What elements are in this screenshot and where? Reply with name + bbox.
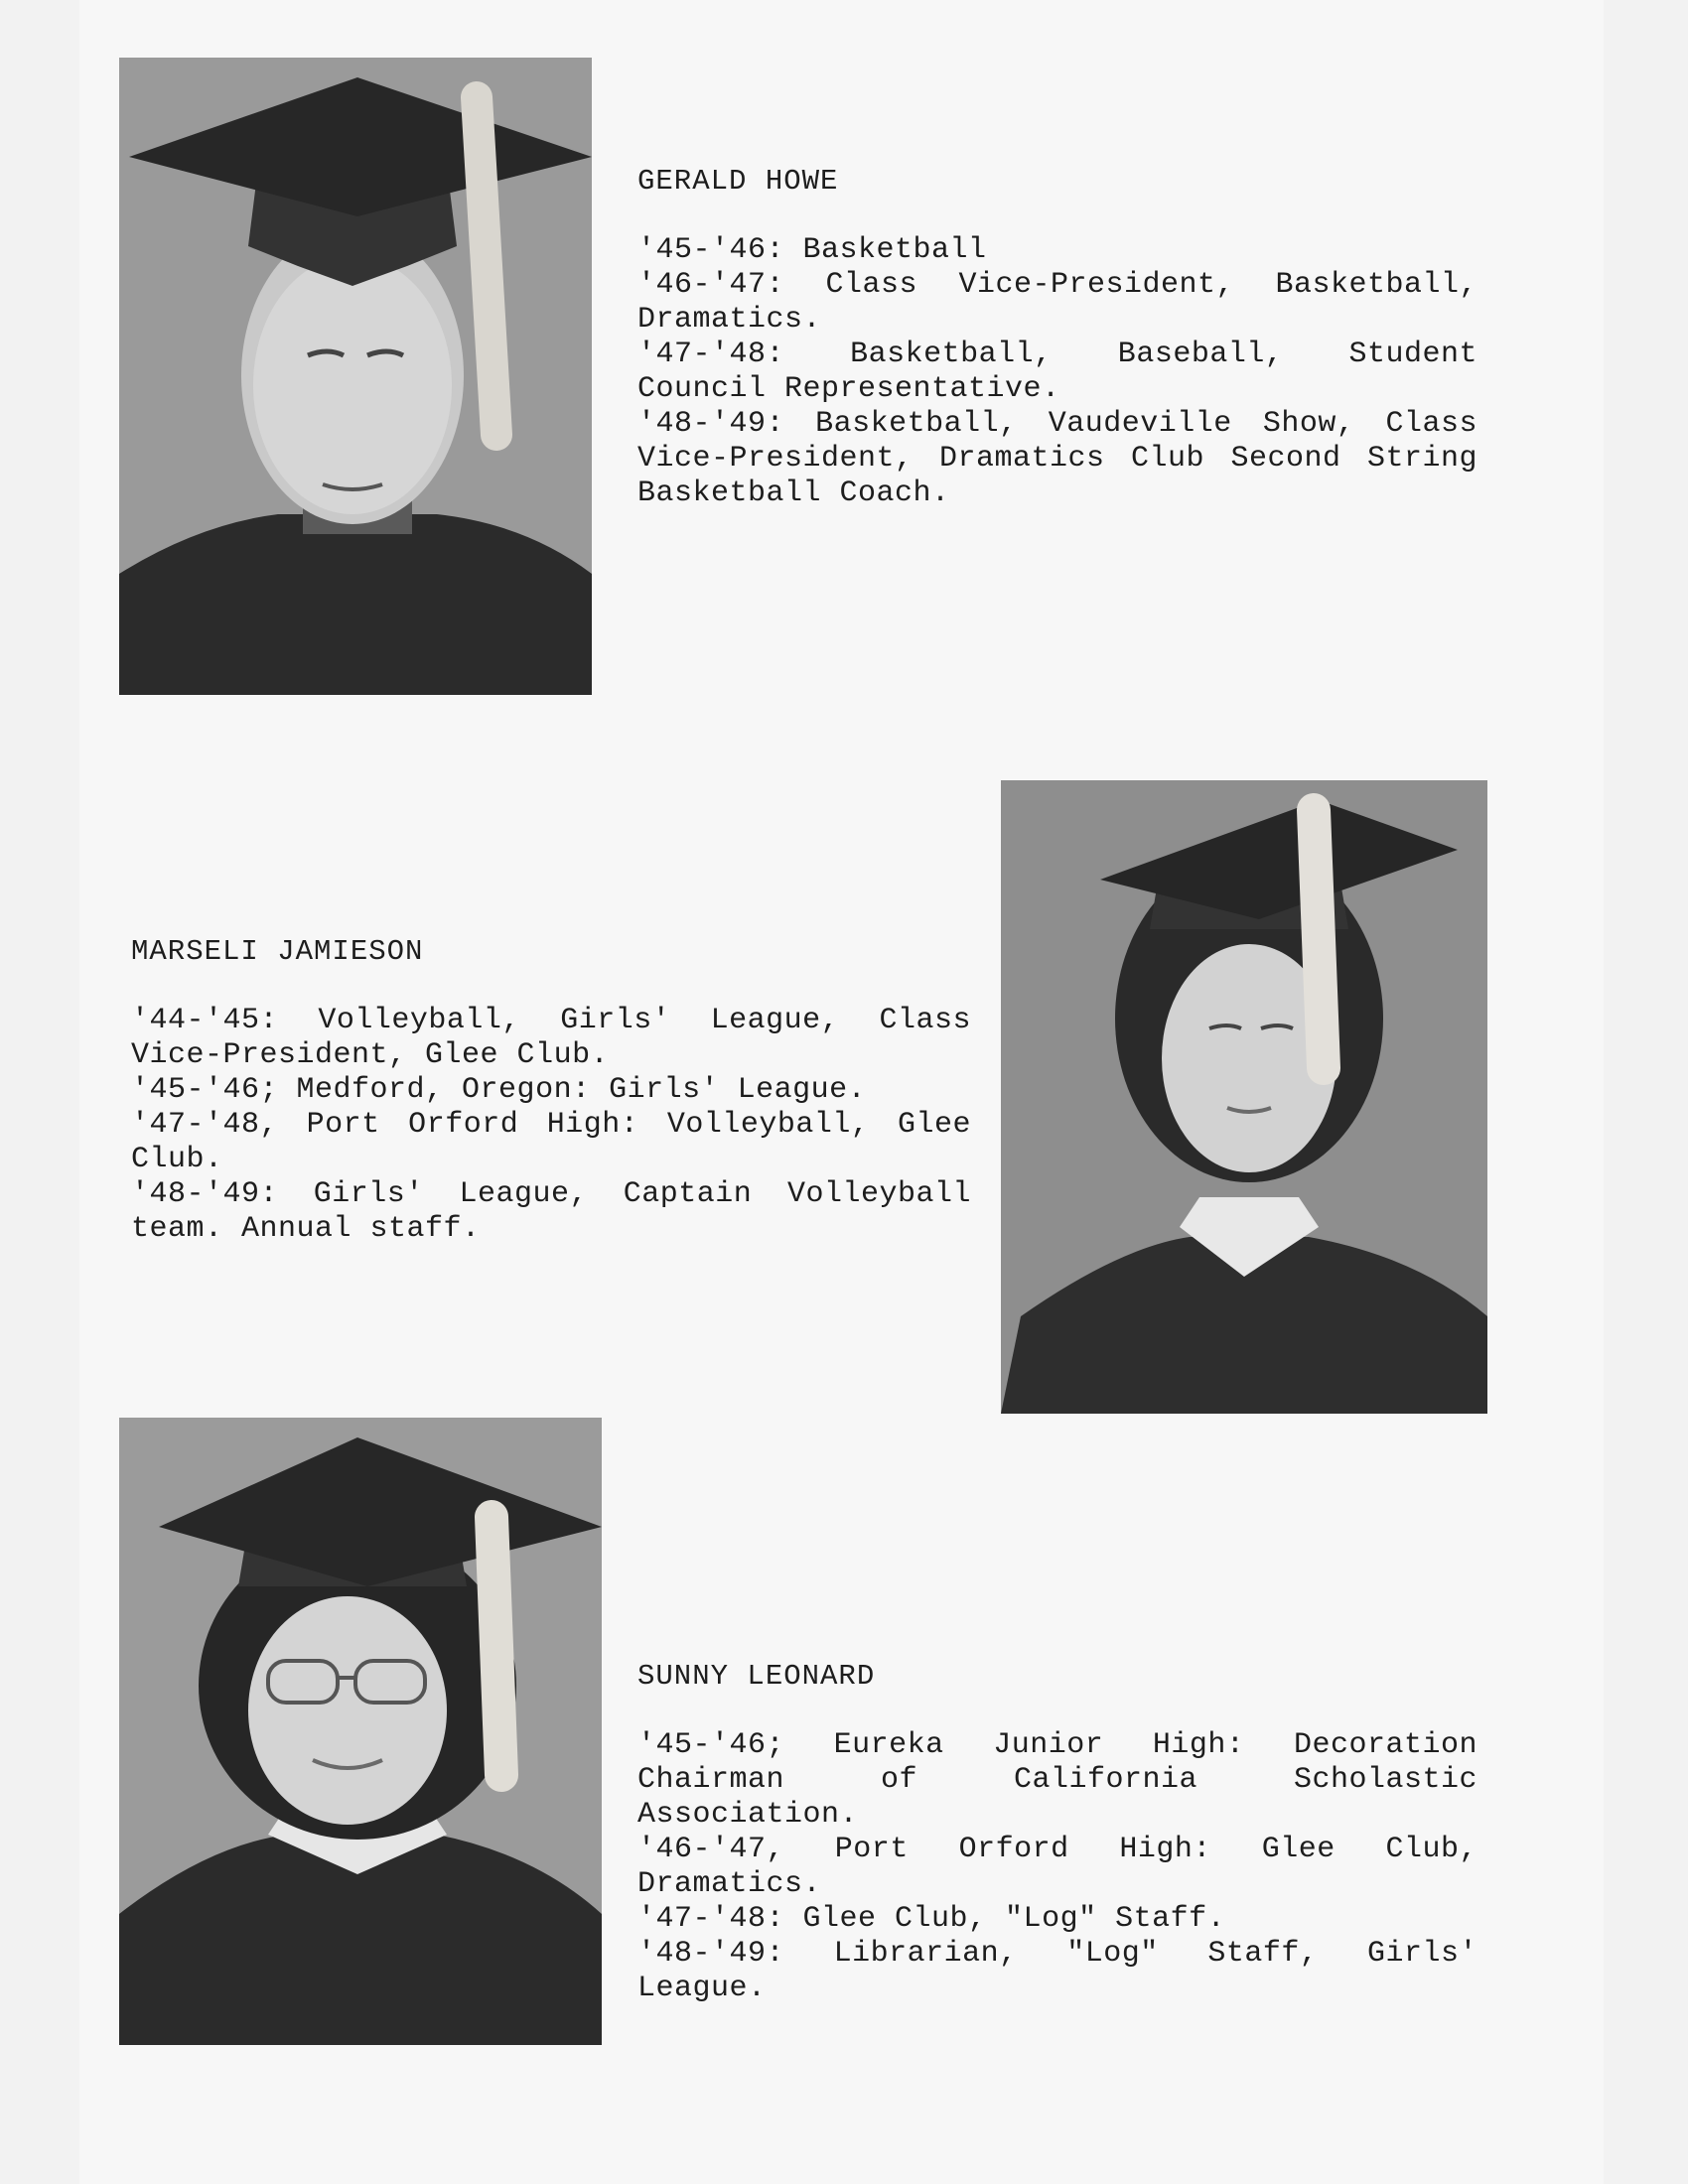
student-bio-marseli-jamieson (131, 935, 971, 1247)
activity-entry: '47-'48: Basketball, Baseball, Student Council Representative. (637, 338, 1477, 406)
tassel-icon (477, 97, 496, 435)
tassel-icon (1314, 810, 1324, 1068)
student-name: SUNNY LEONARD (637, 1660, 876, 1693)
activity-entry: '46-'47: Class Vice-President, Basketball, Dramatics. (637, 268, 1477, 337)
student-bio-gerald-howe (637, 165, 1477, 511)
activity-entry: '46-'47, Port Orford High: Glee Club, Dramatics. (637, 1833, 1477, 1901)
activity-entry: '44-'45: Volleyball, Girls' League, Class Vice-President, Glee Club. (131, 1004, 971, 1072)
activity-entry: '45-'46; Eureka Junior High: Decoration Chairman of California Scholastic Association. (637, 1728, 1477, 1832)
student-bio-sunny-leonard (637, 1660, 1477, 2006)
yearbook-page (79, 0, 1604, 2184)
activity-entry: '47-'48: Glee Club, "Log" Staff. (637, 1902, 1226, 1936)
activity-entry: '45-'46; Medford, Oregon: Girls' League. (131, 1073, 867, 1107)
student-photo-marseli-jamieson (1001, 780, 1487, 1414)
student-photo-sunny-leonard (119, 1418, 602, 2045)
student-name: GERALD HOWE (637, 165, 839, 198)
activity-entry: '47-'48, Port Orford High: Volleyball, Glee Club. (131, 1108, 971, 1176)
student-name: MARSELI JAMIESON (131, 935, 424, 968)
activity-entry: '48-'49: Girls' League, Captain Volleyball team. Annual staff. (131, 1177, 971, 1246)
activity-entry: '48-'49: Basketball, Vaudeville Show, Class Vice-President, Dramatics Club Second String Basketball Coach. (637, 407, 1477, 510)
student-photo-gerald-howe (119, 58, 592, 695)
tassel-icon (492, 1517, 501, 1775)
activity-entry: '48-'49: Librarian, "Log" Staff, Girls' League. (637, 1937, 1477, 2005)
activity-entry: '45-'46: Basketball (637, 233, 987, 267)
